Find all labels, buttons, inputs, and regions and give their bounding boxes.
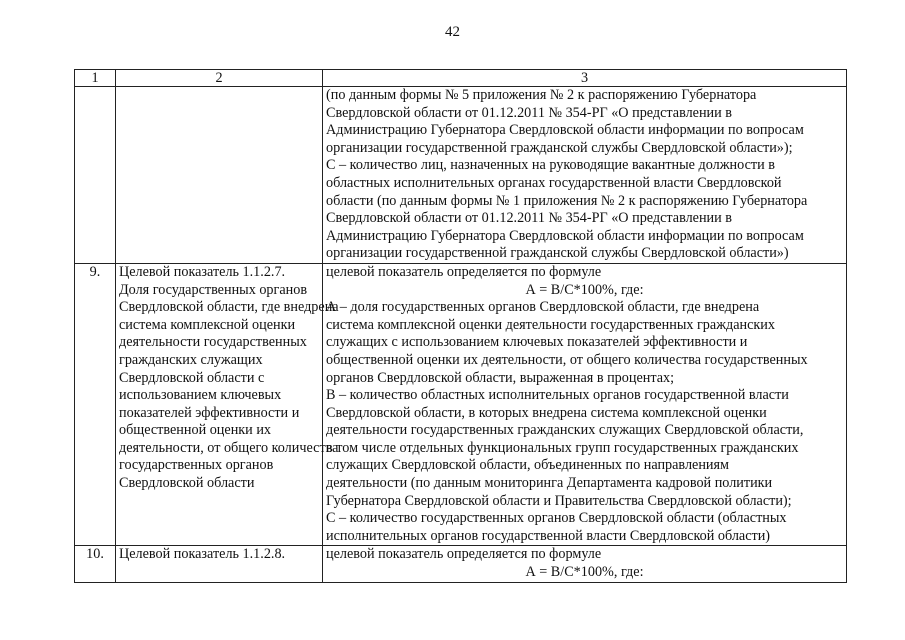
text-line: деятельности, от общего количества [119, 439, 339, 456]
text-line: Целевой показатель 1.1.2.8. [119, 546, 286, 563]
text-line: Губернатора Свердловской области и Правительства Свердловской области); [326, 492, 792, 509]
header-cell-3: 3 [323, 70, 847, 87]
text-line: Свердловской области [119, 475, 255, 492]
text-line: Свердловской области, где внедрена [119, 299, 339, 316]
indicators-table [74, 69, 847, 583]
text-line: общественной оценки их [119, 422, 272, 439]
text-line: областных исполнительных органах государственной власти Свердловской [326, 174, 782, 191]
text-line: (по данным формы № 5 приложения № 2 к распоряжению Губернатора [326, 87, 757, 103]
page-number: 42 [445, 24, 460, 40]
text-line: гражданских служащих [119, 351, 263, 368]
text-line: Свердловской области от 01.12.2011 № 354-РГ «О представлении в [326, 210, 732, 227]
text-line: С – количество государственных органов Свердловской области (областных [326, 510, 787, 527]
text-line: А – доля государственных органов Свердловской области, где внедрена [326, 299, 760, 316]
text-line: организации государственной гражданской службы Свердловской области») [326, 245, 789, 262]
formula-cell [323, 87, 847, 264]
row-number-cell: 10. [75, 546, 116, 582]
text-line: государственных органов [119, 457, 274, 474]
text-line: Доля государственных органов [119, 281, 308, 298]
text-line: Администрацию Губернатора Свердловской области информации по вопросам [326, 227, 804, 244]
text-line: система комплексной оценки [119, 316, 296, 333]
table-row [75, 546, 847, 582]
text-line: использованием ключевых [119, 387, 282, 404]
formula-cell [323, 546, 847, 582]
formula-cell [323, 263, 847, 546]
text-line: служащих с использованием ключевых показателей эффективности и [326, 334, 748, 351]
text-line: деятельности государственных гражданских служащих Свердловской области, [326, 422, 804, 439]
table-row [75, 263, 847, 546]
text-line: система комплексной оценки деятельности государственных гражданских [326, 316, 775, 333]
row-number-cell: 9. [75, 263, 116, 546]
formula-intro: целевой показатель определяется по формуле [326, 263, 602, 280]
text-line: Свердловской области от 01.12.2011 № 354-РГ «О представлении в [326, 104, 732, 121]
text-line: в том числе отдельных функциональных групп государственных гражданских [326, 439, 799, 456]
description-cell [116, 263, 339, 546]
text-line: Свердловской области, в которых внедрена система комплексной оценки [326, 404, 767, 421]
text-line: Целевой показатель 1.1.2.7. [119, 263, 286, 280]
formula: А = В/С*100%, где: [525, 281, 644, 298]
table-header-row [75, 70, 847, 87]
description-cell [116, 87, 323, 264]
formula: А = В/С*100%, где: [525, 564, 644, 581]
text-line: области (по данным формы № 1 приложения № 2 к распоряжению Губернатора [326, 192, 808, 209]
text-line: показателей эффективности и [119, 404, 300, 421]
text-line: Свердловской области с [119, 369, 265, 386]
text-line: исполнительных органов государственной власти Свердловской области) [326, 527, 771, 544]
description-cell [116, 546, 323, 582]
text-line: деятельности (по данным мониторинга Департамента кадровой политики [326, 475, 773, 492]
text-line: органов Свердловской области, выраженная в процентах; [326, 369, 675, 386]
text-line: В – количество областных исполнительных органов государственной власти [326, 387, 789, 404]
text-line: общественной оценки их деятельности, от общего количества государственных [326, 351, 808, 368]
text-line: Администрацию Губернатора Свердловской области информации по вопросам [326, 122, 804, 139]
formula-intro: целевой показатель определяется по формуле [326, 546, 602, 563]
header-cell-1: 1 [75, 70, 116, 87]
table-row [75, 87, 847, 264]
row-number-cell [75, 87, 116, 264]
header-cell-2: 2 [116, 70, 323, 87]
text-line: деятельности государственных [119, 334, 307, 351]
text-line: С – количество лиц, назначенных на руководящие вакантные должности в [326, 157, 775, 174]
text-line: служащих Свердловской области, объединенных по направлениям [326, 457, 730, 474]
text-line: организации государственной гражданской службы Свердловской области»); [326, 139, 793, 156]
